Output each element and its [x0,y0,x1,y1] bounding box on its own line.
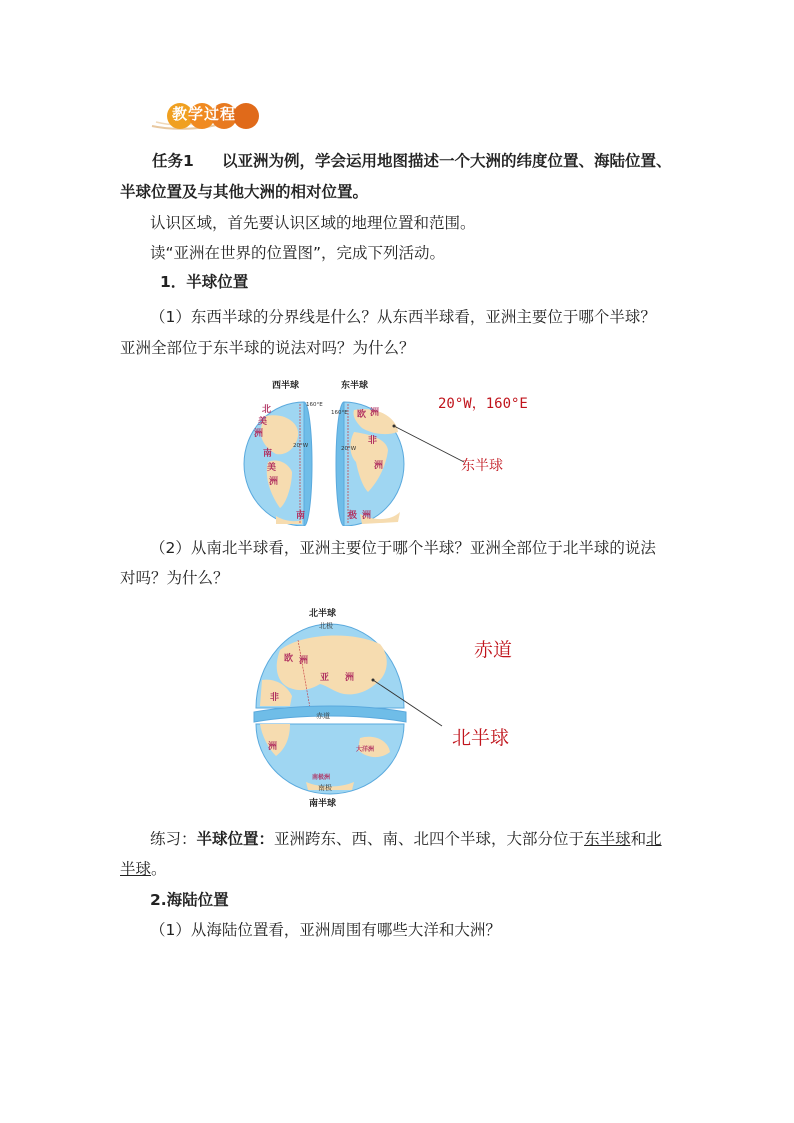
continent-label: 欧 [357,410,367,420]
task-title-line1: 以亚洲为例，学会运用地图描述一个大洲的纬度位置、海陆位置、 [222,152,672,170]
continent-label: 美 [267,463,277,473]
equator-label: 赤道 [316,712,330,720]
continent-label: 洲 [362,511,372,521]
continent-label: 南极洲 [312,774,331,781]
lon-160e-east: 160°E [331,410,348,416]
lon-20w-east: 20°W [341,446,357,452]
continent-label: 南 [263,449,273,459]
section1-q1-line2: 亚洲全部位于东半球的说法对吗？为什么？ [120,339,415,357]
continent-label: 洲 [254,429,264,439]
section-tag-label: 教学过程 [172,105,237,123]
practice-end: 。 [151,860,167,878]
practice-answer-north-part2: 半球 [120,860,152,878]
task-title-line2: 半球位置及与其他大洲的相对位置。 [120,183,369,201]
practice-answer-north-part1: 北 [646,830,662,848]
north-south-hemisphere-map [240,600,540,816]
continent-label: 非 [270,693,280,703]
east-hemisphere-title: 东半球 [341,381,369,391]
annotation-north-hemisphere: 北半球 [452,728,510,749]
south-hemisphere-title: 南半球 [309,799,337,809]
continent-label: 洲 [299,656,309,666]
south-pole-label: 南极 [318,784,332,792]
continent-label: 洲 [269,477,279,487]
practice-colon: ： [258,830,275,848]
continent-label: 洲 [268,742,278,752]
practice-answer-east: 东半球 [584,830,631,848]
continent-label: 大洋洲 [356,746,375,753]
continent-label: 洲 [374,461,384,471]
continent-label: 欧 [284,654,294,664]
continent-label: 南 [296,511,306,521]
practice-topic: 半球位置 [196,830,259,848]
continent-label: 亚 [320,673,330,683]
task-prefix: 任务1 [152,152,194,170]
continent-label: 洲 [345,673,355,683]
practice-text: 亚洲跨东、西、南、北四个半球，大部分位于 [274,830,585,848]
intro-line1: 认识区域，首先要认识区域的地理位置和范围。 [150,214,476,232]
north-pole-label: 北极 [319,622,333,630]
practice-line1 [150,828,662,850]
annotation-dividing-lines: 20°W，160°E [438,396,528,412]
continent-label: 洲 [370,408,380,418]
north-hemisphere-title: 北半球 [309,609,337,619]
practice-label: 练习： [150,830,197,848]
annotation-equator: 赤道 [474,640,513,661]
lon-20w-west: 20°W [293,443,309,449]
practice-line2 [120,858,167,880]
lon-160e-west: 160°E [306,402,323,408]
section1-q2-line1: （2）从南北半球看，亚洲主要位于哪个半球？亚洲全部位于北半球的说法 [150,539,656,557]
annotation-east-hemisphere: 东半球 [461,457,503,473]
continent-label: 北 [262,405,272,415]
section2-heading: 2.海陆位置 [150,891,229,909]
intro-line2: 读“亚洲在世界的位置图”，完成下列活动。 [150,244,446,262]
continent-label: 美 [258,417,268,427]
continent-label: 极 [348,511,358,521]
section1-q2-line2: 对吗？为什么？ [120,569,229,587]
practice-and: 和 [630,830,647,848]
continent-label: 非 [368,436,378,446]
section1-heading: 1．半球位置 [160,273,249,291]
section2-q1: （1）从海陆位置看，亚洲周围有哪些大洋和大洲？ [150,921,501,939]
section1-q1-line1: （1）东西半球的分界线是什么？从东西半球看，亚洲主要位于哪个半球？ [150,308,656,326]
west-hemisphere-title: 西半球 [272,381,300,391]
